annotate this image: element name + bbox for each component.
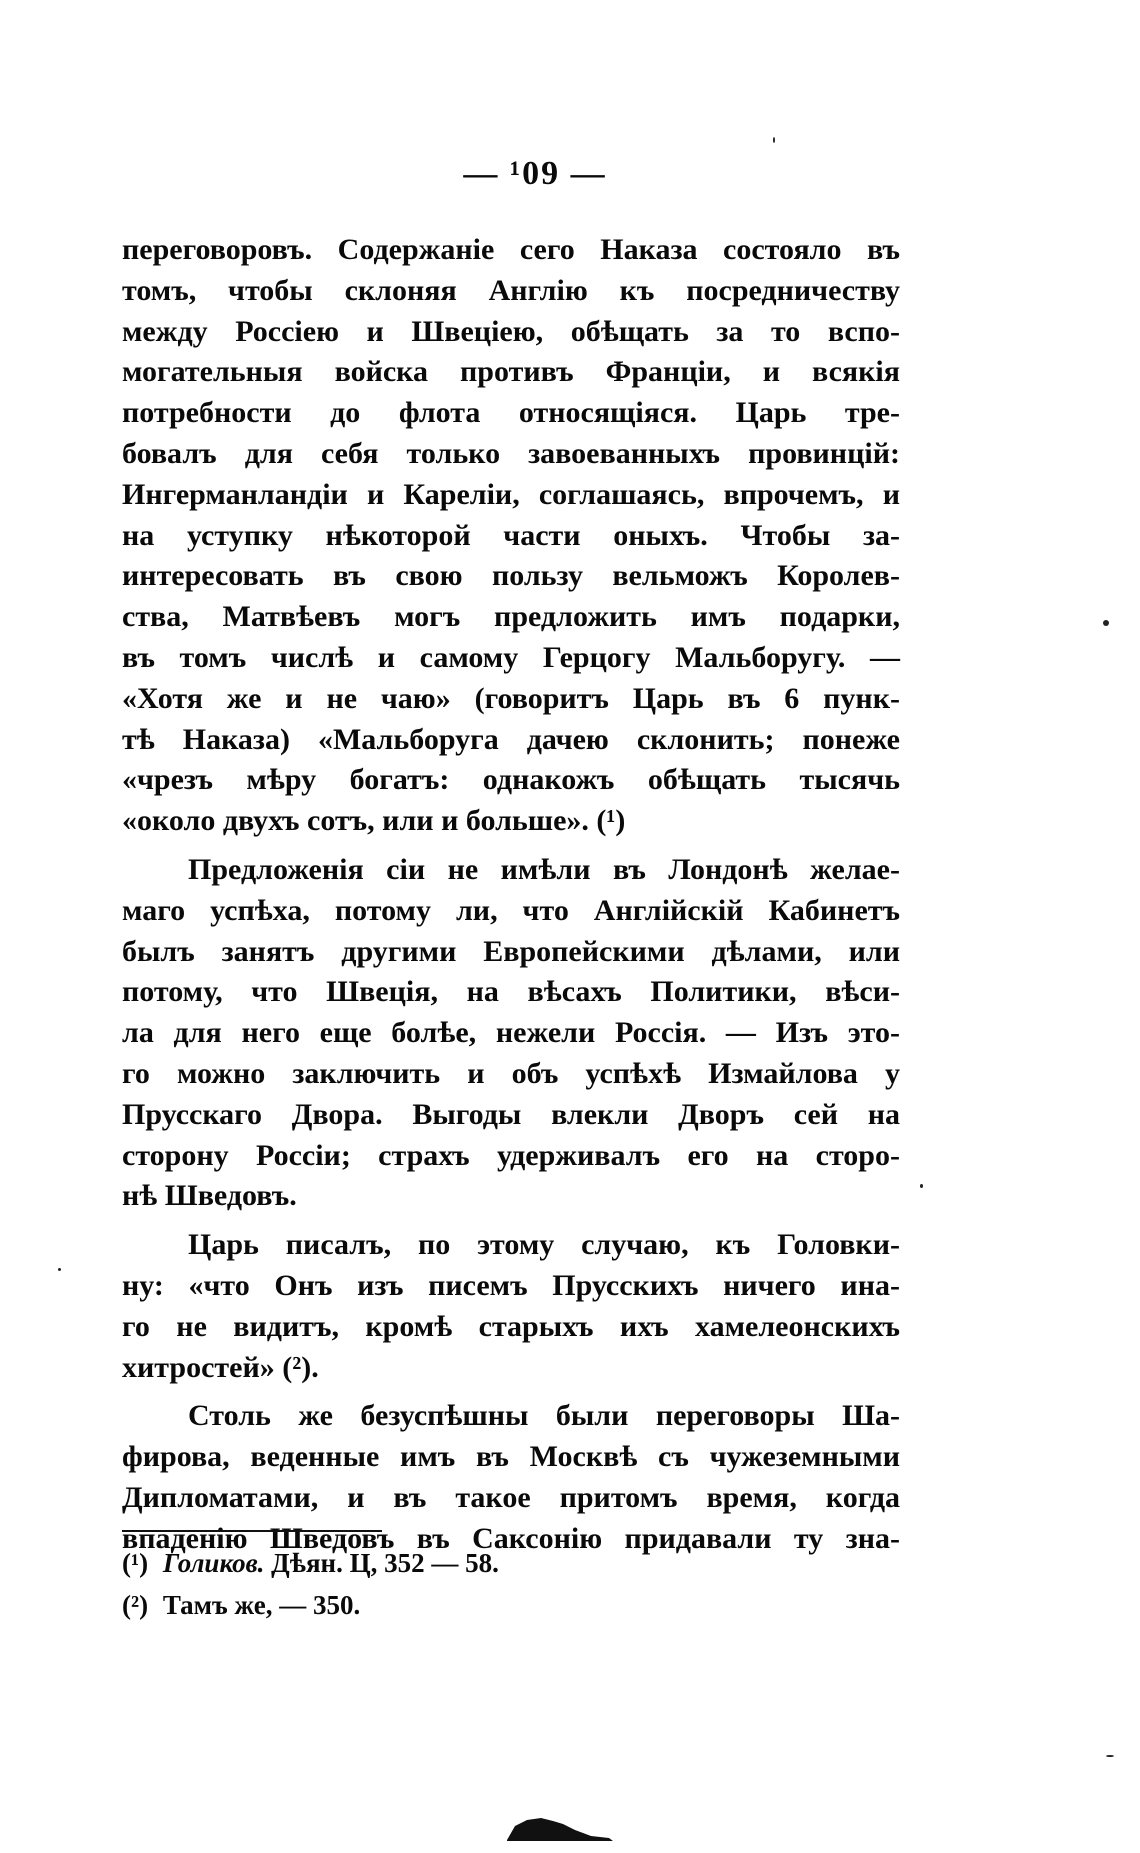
footnote-mark: (¹): [122, 1548, 149, 1578]
text-line: интересовать въ свою пользу вельможъ Королев-: [122, 559, 900, 593]
text-line: «Хотя же и не чаю» (говоритъ Царь въ 6 пунк-: [122, 681, 900, 715]
footnote: [122, 1542, 900, 1584]
text-line: Царь писалъ, по этому случаю, къ Головки-: [188, 1228, 900, 1262]
ink-speck: [58, 1268, 61, 1271]
footnote-author: Голиков.: [162, 1548, 265, 1578]
text-line: ства, Матвѣевъ могъ предложить имъ подарки,: [122, 600, 900, 634]
footnote-divider: [122, 1530, 382, 1532]
text-line: сторону Россіи; страхъ удерживалъ его на сторо-: [122, 1138, 900, 1172]
text-line: «около двухъ сотъ, или и больше». (¹): [122, 804, 626, 838]
text-line: между Россіею и Швеціею, обѣщать за то вспо-: [122, 314, 900, 348]
page-number: — ¹09 —: [463, 155, 607, 192]
text-line: го не видитъ, кромѣ старыхъ ихъ хамелеонскихъ: [122, 1309, 900, 1343]
text-line: нѣ Шведовъ.: [122, 1179, 297, 1213]
text-line: Ингерманландіи и Кареліи, соглашаясь, впрочемъ, и: [122, 477, 900, 511]
text-line: бовалъ для себя только завоеванныхъ провинцій:: [122, 436, 900, 470]
text-line: хитростей» (²).: [122, 1350, 319, 1384]
text-line: на уступку нѣкоторой части оныхъ. Чтобы за-: [122, 518, 900, 552]
text-line: тѣ Наказа) «Мальборуга дачею склонить; понеже: [122, 722, 900, 756]
footnote-text: Тамъ же, — 350.: [162, 1590, 361, 1620]
text-line: ла для него еще болѣе, нежели Россія. — Изъ это-: [122, 1016, 900, 1050]
text-line: ну: «что Онъ изъ писемъ Прусскихъ ничего ина-: [122, 1268, 900, 1302]
ink-speck: [1106, 1755, 1114, 1757]
ink-speck: [1103, 620, 1109, 626]
text-line: томъ, чтобы склоняя Англію къ посредничеству: [122, 273, 900, 307]
text-line: фирова, веденные имъ въ Москвѣ съ чужеземными: [122, 1440, 900, 1474]
text-line: въ томъ числѣ и самому Герцогу Мальборугу. —: [122, 640, 900, 674]
text-line: Прусскаго Двора. Выгоды влекли Дворъ сей на: [122, 1097, 900, 1131]
ink-speck: [920, 1184, 923, 1188]
text-line: впаденію Шведовъ въ Саксонію придавали ту зна-: [122, 1521, 900, 1555]
ink-speck: [773, 137, 775, 143]
text-line: потому, что Швеція, на вѣсахъ Политики, вѣси-: [122, 975, 900, 1009]
text-line: Столь же безуспѣшны были переговоры Ша-: [188, 1399, 900, 1433]
text-line: Предложенія сіи не имѣли въ Лондонѣ желае-: [188, 852, 900, 886]
text-line: маго успѣха, потому ли, что Англійскій Кабинетъ: [122, 893, 900, 927]
footnote-text: Дѣян. Ц, 352 — 58.: [271, 1548, 499, 1578]
text-line: потребности до флота относящіяся. Царь тре-: [122, 396, 900, 430]
text-line: го можно заключить и объ успѣхѣ Измайлова у: [122, 1056, 900, 1090]
text-line: былъ занятъ другими Европейскими дѣлами, или: [122, 934, 900, 968]
text-line: могательныя войска противъ Франціи, и всякія: [122, 355, 900, 389]
footnotes: [122, 1542, 900, 1626]
text-line: Дипломатами, и въ такое притомъ время, когда: [122, 1480, 900, 1514]
footnote: [122, 1584, 900, 1626]
text-line: «чрезъ мѣру богатъ: однакожъ обѣщать тысячь: [122, 763, 900, 797]
text-line: переговоровъ. Содержаніе сего Наказа состояло въ: [122, 233, 900, 266]
body-text: [122, 230, 900, 1560]
footnote-mark: (²): [122, 1590, 149, 1620]
ink-blot: [505, 1812, 615, 1842]
